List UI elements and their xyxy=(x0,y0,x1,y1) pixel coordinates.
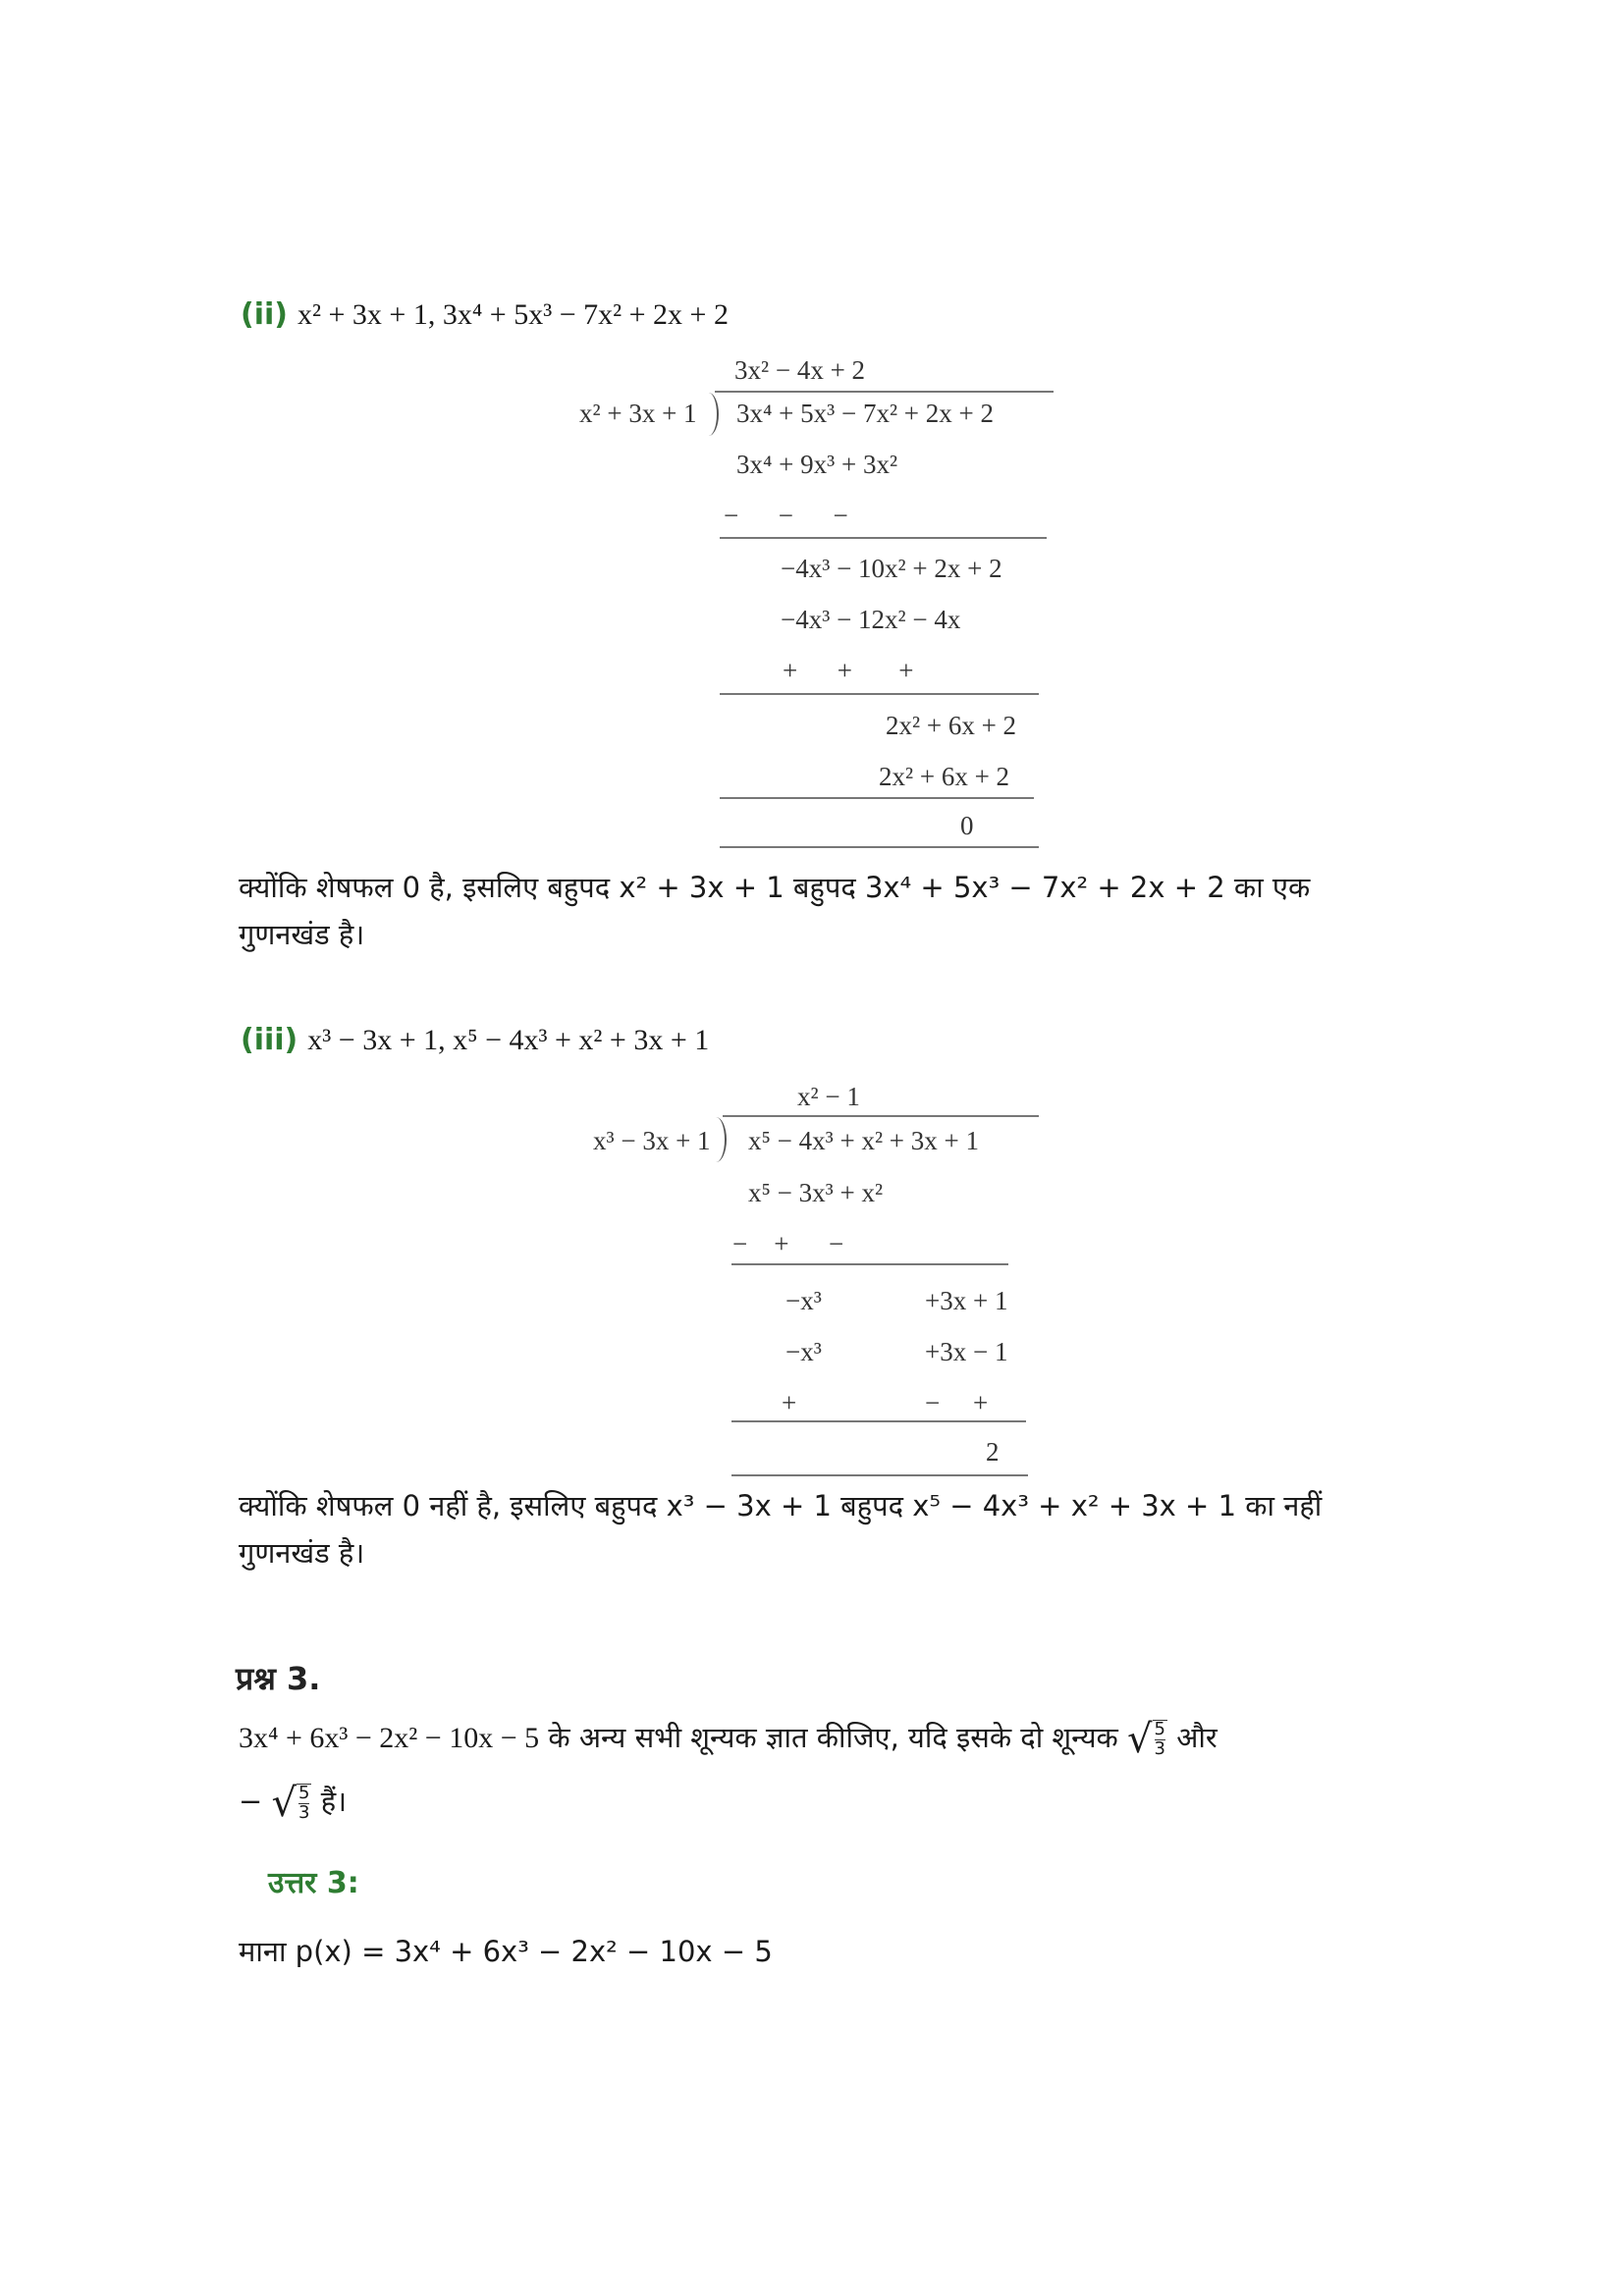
step-signs-left: + xyxy=(782,1388,797,1417)
root-value xyxy=(1127,1717,1167,1762)
rule xyxy=(731,1474,1028,1476)
quotient: x² − 1 xyxy=(797,1082,860,1111)
question-text: के अन्य सभी शून्यक ज्ञात कीजिए, यदि इसके दो शून्यक xyxy=(539,1721,1128,1754)
answer-3-line-1: माना p(x) = 3x⁴ + 6x³ − 2x² − 10x − 5 xyxy=(239,1935,773,1968)
divisor: x² + 3x + 1 xyxy=(579,399,697,428)
rule xyxy=(731,1263,1008,1265)
conclusion-line-1: क्योंकि शेषफल 0 नहीं है, इसलिए बहुपद x³ − 3x + 1 बहुपद x⁵ − 4x³ + x² + 3x + 1 का नहीं xyxy=(239,1489,1323,1522)
question-line-2 xyxy=(239,1778,1436,1825)
step-result-left: −x³ xyxy=(785,1286,822,1315)
root-value-negative xyxy=(271,1781,312,1826)
division-bar xyxy=(715,391,1054,393)
step-result-right: +3x + 1 xyxy=(925,1286,1008,1315)
rule xyxy=(720,846,1039,848)
part-iii-header xyxy=(241,1023,709,1057)
question-3-text xyxy=(239,1714,1436,1825)
part-ii-label: (ii) xyxy=(241,297,288,332)
rule xyxy=(720,537,1047,539)
part-iii-conclusion xyxy=(239,1482,1436,1576)
fraction: $\frac{5}{3}$ xyxy=(1154,1719,1165,1759)
part-ii-conclusion xyxy=(239,864,1417,958)
step-result: −4x³ − 10x² + 2x + 2 xyxy=(781,554,1002,583)
conclusion-line-2: गुणनखंड है। xyxy=(239,1536,365,1570)
step-subtract-left: −x³ xyxy=(785,1337,822,1366)
remainder: 0 xyxy=(960,811,974,840)
division-bar xyxy=(723,1115,1039,1117)
conclusion-line-2: गुणनखंड है। xyxy=(239,918,365,951)
step-result: 2x² + 6x + 2 xyxy=(886,711,1017,740)
rule xyxy=(731,1420,1026,1422)
step-subtract: 3x⁴ + 9x³ + 3x² xyxy=(736,450,898,479)
part-ii-header xyxy=(241,297,729,332)
sqrt-icon: √ xyxy=(1127,1717,1153,1762)
divisor: x³ − 3x + 1 xyxy=(593,1126,711,1155)
part-iii-label: (iii) xyxy=(241,1023,298,1057)
question-polynomial: 3x⁴ + 6x³ − 2x² − 10x − 5 xyxy=(239,1722,540,1754)
fraction: $\frac{5}{3}$ xyxy=(298,1783,310,1823)
step-signs: + + + xyxy=(783,656,914,685)
dividend: 3x⁴ + 5x³ − 7x² + 2x + 2 xyxy=(736,399,995,428)
question-line-1 xyxy=(239,1714,1436,1762)
rule xyxy=(720,797,1034,799)
conclusion-line-1: क्योंकि शेषफल 0 है, इसलिए बहुपद x² + 3x + 1 बहुपद 3x⁴ + 5x³ − 7x² + 2x + 2 का एक xyxy=(239,871,1311,904)
question-3-heading: प्रश्न 3. xyxy=(236,1660,321,1697)
text-end: हैं। xyxy=(311,1785,348,1818)
step-signs-right: − + xyxy=(925,1388,989,1417)
step-subtract: x⁵ − 3x³ + x² xyxy=(748,1178,884,1207)
negative-sign: − xyxy=(239,1785,263,1818)
answer-3-label: उत्तर 3: xyxy=(268,1866,359,1900)
remainder: 2 xyxy=(986,1437,1000,1467)
quotient: 3x² − 4x + 2 xyxy=(734,355,866,385)
sqrt-icon: √ xyxy=(271,1781,298,1826)
text-and: और xyxy=(1166,1721,1217,1754)
part-ii-statement: x² + 3x + 1, 3x⁴ + 5x³ − 7x² + 2x + 2 xyxy=(298,298,729,331)
rule xyxy=(720,693,1039,695)
division-bracket xyxy=(711,1117,727,1162)
dividend: x⁵ − 4x³ + x² + 3x + 1 xyxy=(748,1126,980,1155)
part-iii-statement: x³ − 3x + 1, x⁵ − 4x³ + x² + 3x + 1 xyxy=(307,1024,710,1056)
step-subtract-right: +3x − 1 xyxy=(925,1337,1008,1366)
step-subtract: 2x² + 6x + 2 xyxy=(879,762,1010,791)
step-signs: − + − xyxy=(732,1229,844,1258)
step-signs: − − − xyxy=(724,501,848,530)
step-subtract: −4x³ − 12x² − 4x xyxy=(781,605,961,634)
division-bracket xyxy=(703,393,719,436)
